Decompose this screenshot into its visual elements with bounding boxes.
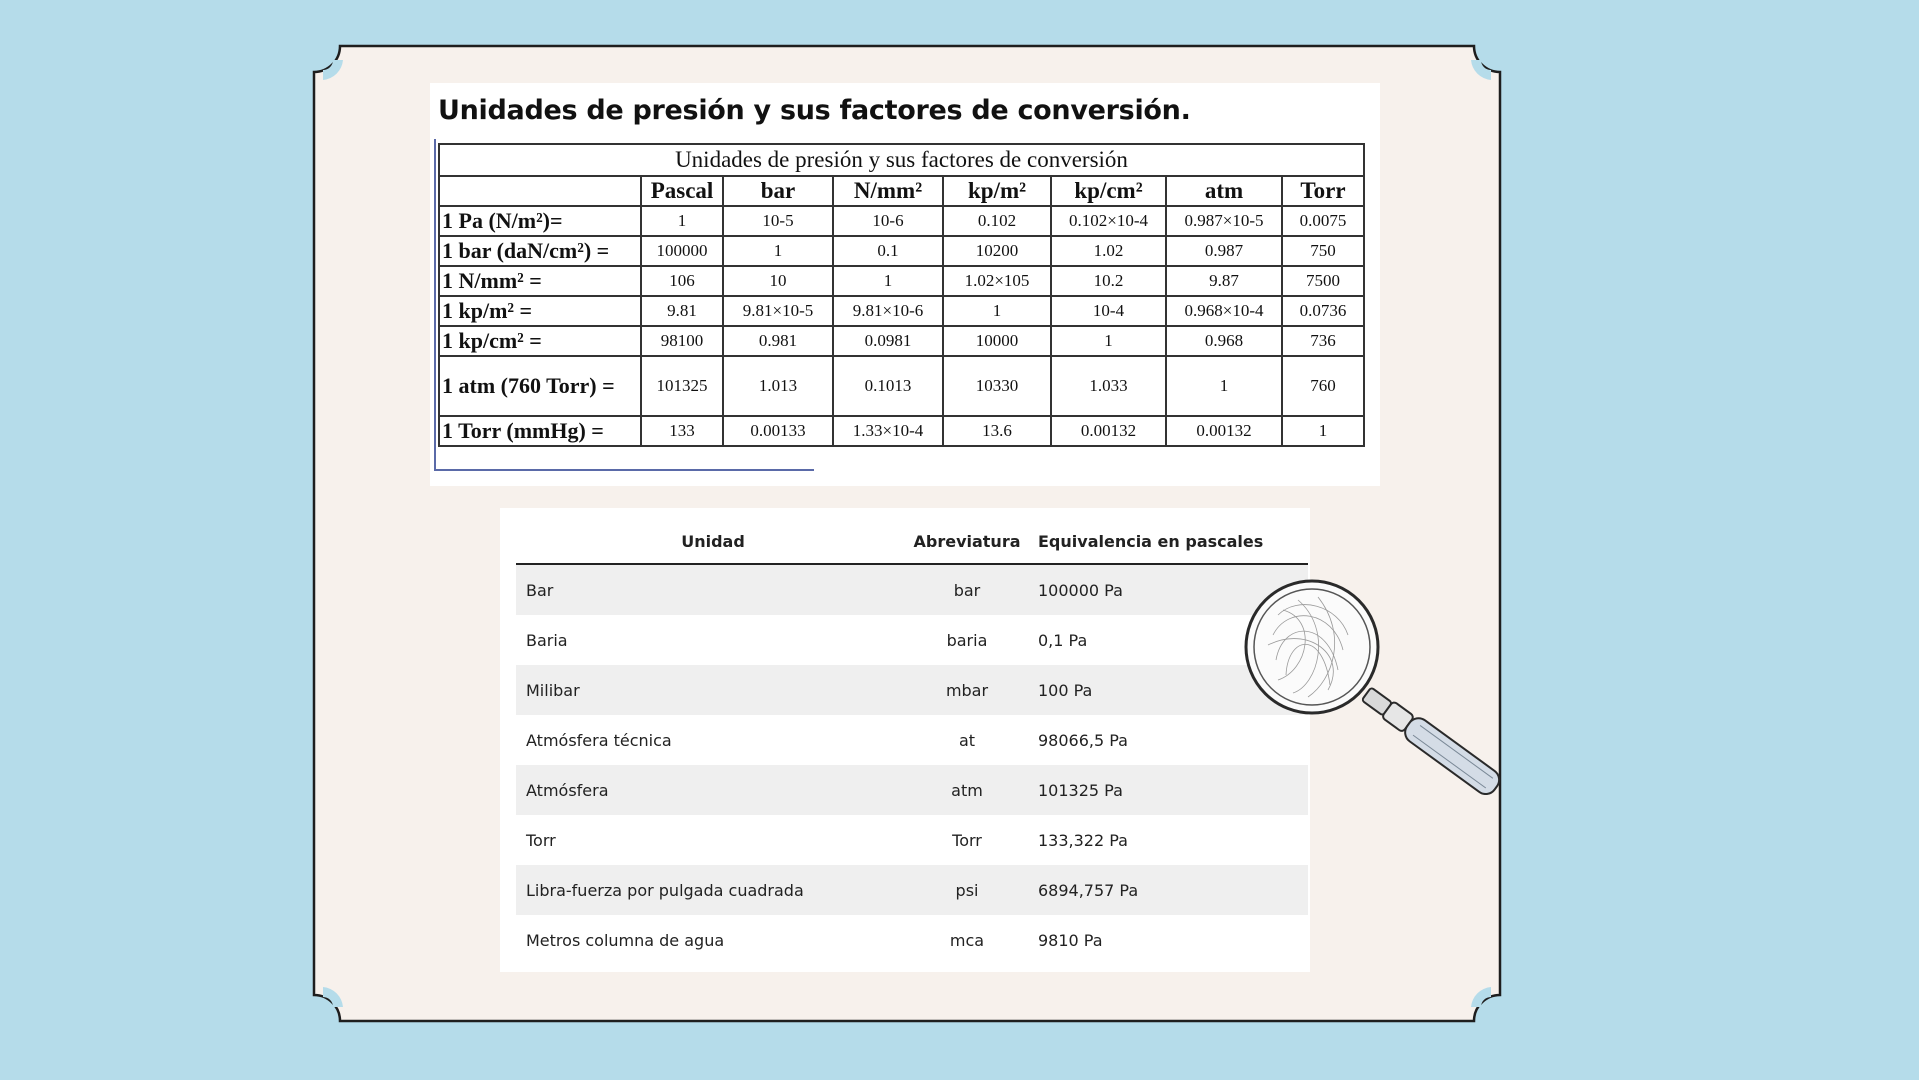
table-cell: 760: [1282, 356, 1364, 416]
header-equivalencia: Equivalencia en pascales: [1024, 519, 1308, 564]
table-cell: 10-6: [833, 206, 943, 236]
page-title: Unidades de presión y sus factores de conversión.: [438, 95, 1191, 126]
table-cell: 10-5: [723, 206, 833, 236]
table-cell: Metros columna de agua: [526, 930, 725, 950]
table-cell: 0,1 Pa: [1038, 630, 1088, 650]
table-cell: 0.00133: [723, 416, 833, 446]
table-cell: 0.1013: [833, 356, 943, 416]
header-unidad: Unidad: [516, 519, 910, 564]
table-cell: 98066,5 Pa: [1038, 730, 1128, 750]
table-cell: 1: [723, 236, 833, 266]
conversion-table-caption: Unidades de presión y sus factores de conversión: [438, 143, 1365, 175]
table-cell: atm: [910, 765, 1024, 815]
table-cell: 750: [1282, 236, 1364, 266]
table-cell: 1.02: [1051, 236, 1166, 266]
table-row: [516, 915, 1308, 965]
table-cell: 0.00132: [1051, 416, 1166, 446]
table-cell: 1: [1166, 356, 1282, 416]
conv-header-4: kp/m²: [943, 176, 1051, 206]
table-row: [439, 296, 1364, 326]
conv-header-6: atm: [1166, 176, 1282, 206]
table-cell: 0.0075: [1282, 206, 1364, 236]
row-label: 1 N/mm² =: [439, 266, 641, 296]
units-table: [516, 519, 1308, 965]
conv-header-3: N/mm²: [833, 176, 943, 206]
table-cell: Atmósfera: [516, 765, 910, 815]
conversion-panel: [430, 83, 1380, 486]
table-cell: 10000: [943, 326, 1051, 356]
table-cell: 0.102×10-4: [1051, 206, 1166, 236]
table-cell: Torr: [526, 830, 556, 850]
row-label: 1 atm (760 Torr) =: [439, 356, 641, 416]
row-label: 1 Torr (mmHg) =: [439, 416, 641, 446]
table-cell: 0.981: [723, 326, 833, 356]
row-label: 1 kp/m² =: [439, 296, 641, 326]
table-cell: 100000 Pa: [1024, 564, 1308, 615]
table-cell: 1: [833, 266, 943, 296]
table-cell: 1.033: [1051, 356, 1166, 416]
table-cell: 0.987: [1166, 236, 1282, 266]
table-cell: Atmósfera técnica: [526, 730, 672, 750]
table-cell: 9.87: [1166, 266, 1282, 296]
row-label: 1 Pa (N/m²)=: [439, 206, 641, 236]
table-cell: bar: [910, 564, 1024, 615]
table-cell: 100000: [641, 236, 723, 266]
table-cell: 736: [1282, 326, 1364, 356]
table-cell: 1.33×10-4: [833, 416, 943, 446]
table-cell: mbar: [910, 665, 1024, 715]
table-row: [439, 206, 1364, 236]
conv-header-5: kp/cm²: [1051, 176, 1166, 206]
table-cell: Libra-fuerza por pulgada cuadrada: [516, 865, 910, 915]
table-cell: 10.2: [1051, 266, 1166, 296]
table-cell: 1: [641, 206, 723, 236]
table-row: [439, 416, 1364, 446]
table-cell: 106: [641, 266, 723, 296]
conversion-table: [438, 143, 1365, 447]
table-cell: 0.0981: [833, 326, 943, 356]
conv-header-1: Pascal: [641, 176, 723, 206]
table-cell: 9.81: [641, 296, 723, 326]
table-row: [516, 665, 1308, 715]
table-row: [516, 564, 1308, 615]
table-cell: 1: [943, 296, 1051, 326]
table-row: [439, 266, 1364, 296]
table-cell: 1.013: [723, 356, 833, 416]
table-cell: 101325 Pa: [1024, 765, 1308, 815]
table-cell: 101325: [641, 356, 723, 416]
table-cell: 6894,757 Pa: [1024, 865, 1308, 915]
table-cell: 0.00132: [1166, 416, 1282, 446]
header-abreviatura: Abreviatura: [910, 519, 1024, 564]
table-cell: 98100: [641, 326, 723, 356]
table-cell: 10200: [943, 236, 1051, 266]
magnifying-glass-icon: [1238, 575, 1548, 795]
table-row: [439, 356, 1364, 416]
conv-header-2: bar: [723, 176, 833, 206]
table-cell: 0.0736: [1282, 296, 1364, 326]
table-row: [439, 236, 1364, 266]
units-panel: [500, 508, 1310, 972]
table-cell: baria: [946, 630, 988, 650]
table-cell: 0.968: [1166, 326, 1282, 356]
table-cell: psi: [910, 865, 1024, 915]
table-cell: 13.6: [943, 416, 1051, 446]
table-cell: 10-4: [1051, 296, 1166, 326]
row-label: 1 bar (daN/cm²) =: [439, 236, 641, 266]
table-cell: 9.81×10-6: [833, 296, 943, 326]
table-cell: 9810 Pa: [1038, 930, 1103, 950]
table-row: [516, 715, 1308, 765]
table-cell: Baria: [526, 630, 568, 650]
table-row: [516, 815, 1308, 865]
conv-header-blank: [439, 176, 641, 206]
table-cell: 9.81×10-5: [723, 296, 833, 326]
table-cell: 133: [641, 416, 723, 446]
table-cell: at: [958, 730, 976, 750]
table-cell: Milibar: [516, 665, 910, 715]
table-cell: 133,322 Pa: [1038, 830, 1128, 850]
table-cell: 10330: [943, 356, 1051, 416]
table-cell: 100 Pa: [1024, 665, 1308, 715]
table-cell: 0.987×10-5: [1166, 206, 1282, 236]
table-cell: Bar: [516, 564, 910, 615]
table-cell: 7500: [1282, 266, 1364, 296]
table-cell: Torr: [952, 830, 982, 850]
table-row: [516, 765, 1308, 815]
table-cell: 1.02×105: [943, 266, 1051, 296]
table-cell: 0.968×10-4: [1166, 296, 1282, 326]
conv-header-7: Torr: [1282, 176, 1364, 206]
table-cell: 1: [1282, 416, 1364, 446]
table-cell: 0.1: [833, 236, 943, 266]
table-cell: 0.102: [943, 206, 1051, 236]
table-cell: 10: [723, 266, 833, 296]
row-label: 1 kp/cm² =: [439, 326, 641, 356]
table-row: [439, 326, 1364, 356]
table-row: [516, 865, 1308, 915]
table-row: [516, 615, 1308, 665]
table-cell: mca: [949, 930, 985, 950]
conversion-table-wrapper: [438, 143, 1365, 447]
table-cell: 1: [1051, 326, 1166, 356]
